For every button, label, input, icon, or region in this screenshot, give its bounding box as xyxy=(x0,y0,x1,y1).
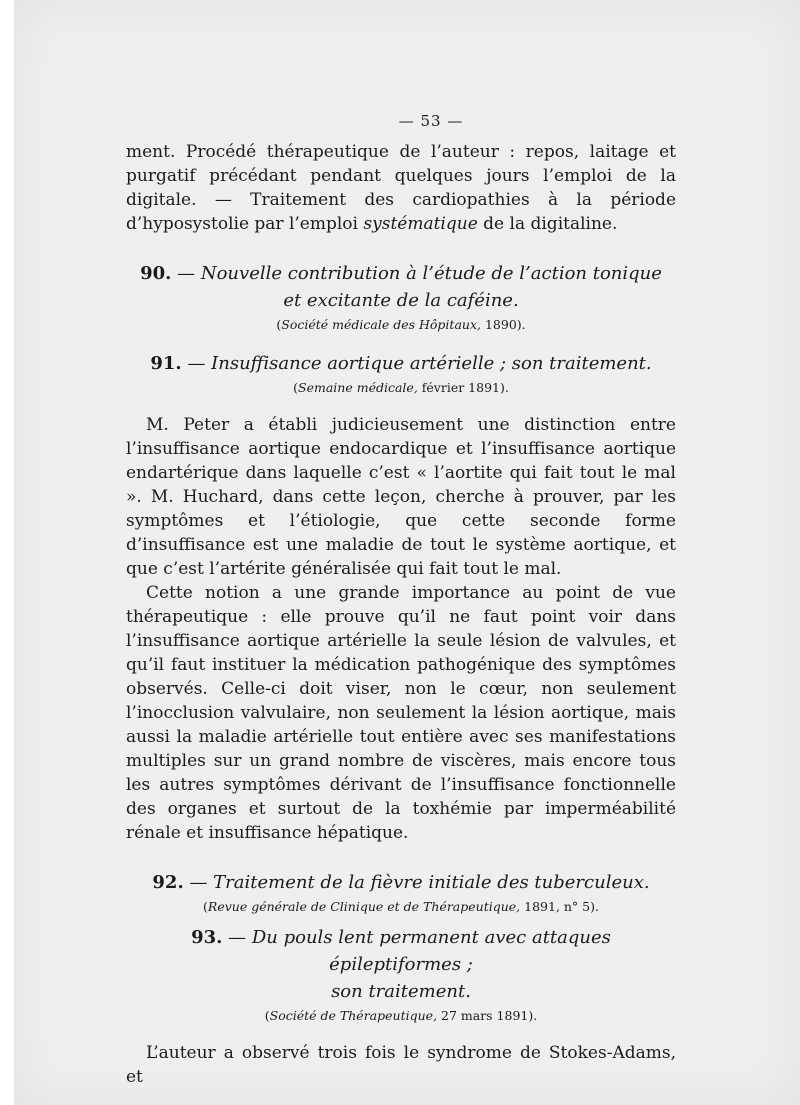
entry-dash: — xyxy=(183,872,214,893)
scanned-page xyxy=(14,0,800,1105)
intro-paragraph xyxy=(126,140,676,236)
intro-text-2: de la digitaline. xyxy=(477,214,618,234)
entry-dash: — xyxy=(171,263,201,284)
entry-title xyxy=(126,350,676,377)
entry-source: (Revue générale de Clinique et de Thérapeutique, 1891, n° 5). xyxy=(203,899,599,914)
entry-title-line-1: Traitement de la fièvre initiale des tuberculeux. xyxy=(213,872,650,893)
entry-93 xyxy=(126,924,676,1025)
source-date: 1891, n° 5). xyxy=(520,899,599,914)
entry-91 xyxy=(126,350,676,397)
entry-title xyxy=(126,260,676,287)
source-date: 1890). xyxy=(480,317,526,332)
entry-number: 93. xyxy=(191,927,223,948)
entry-92 xyxy=(126,869,676,916)
entry-source: (Semaine médicale, février 1891). xyxy=(293,380,509,395)
entry-dash: — xyxy=(181,353,212,374)
source-journal: Revue générale de Clinique et de Thérapeutique, xyxy=(207,899,521,914)
entry-title-line-1: Insuffisance aortique artérielle ; son traitement. xyxy=(211,353,652,374)
source-journal: Semaine médicale, xyxy=(298,380,418,395)
body-paragraph-3: L’auteur a observé trois fois le syndrome de Stokes-Adams, et xyxy=(126,1043,676,1087)
entry-title-line-1: Du pouls lent permanent avec attaques épileptiformes ; xyxy=(251,927,611,975)
page-number: — 53 — xyxy=(398,112,464,130)
source-date: février 1891). xyxy=(417,380,509,395)
entry-title-line-1: Nouvelle contribution à l’étude de l’action tonique xyxy=(200,263,662,284)
page-content xyxy=(126,112,676,1089)
intro-text-1: ment. Procédé thérapeutique de l’auteur : repos, laitage et purgatif précédant pendant quelques jours l’emploi de la digitale. — Traitement des cardiopathies à la période d’hyposystolie par l’emploi xyxy=(126,142,676,234)
entry-title-continued xyxy=(126,978,676,1005)
entry-number: 91. xyxy=(150,353,182,374)
entry-title-continued xyxy=(126,287,676,314)
entry-title-line-2: et excitante de la caféine. xyxy=(283,290,519,311)
entry-number: 92. xyxy=(152,872,184,893)
source-journal: Société de Thérapeutique, xyxy=(269,1008,438,1023)
entry-dash: — xyxy=(222,927,252,948)
entry-90 xyxy=(126,260,676,334)
body-paragraph-1: M. Peter a établi judicieusement une distinction entre l’insuffisance aortique endocardique et l’insuffisance aortique endartérique dans laquelle c’est « l’aortite qui fait tout le mal ». M. Huchard, dans cette leçon, cherche à prouver, par les symptômes et l’étiologie, que cette seconde forme d’insuffisance est une maladie de tout le système aortique, et que c’est l’artérite généralisée qui fait tout le mal. xyxy=(126,415,676,579)
entry-title-line-2: son traitement. xyxy=(331,981,471,1002)
entry-title xyxy=(126,869,676,896)
entry-source: (Société médicale des Hôpitaux, 1890). xyxy=(276,317,526,332)
intro-emphasis: systématique xyxy=(363,214,478,234)
source-date: 27 mars 1891). xyxy=(437,1008,538,1023)
source-journal: Société médicale des Hôpitaux, xyxy=(281,317,481,332)
entry-source: (Société de Thérapeutique, 27 mars 1891). xyxy=(264,1008,538,1023)
entry-number: 90. xyxy=(140,263,172,284)
body-paragraph-2: Cette notion a une grande importance au point de vue thérapeutique : elle prouve qu’il ne faut point voir dans l’insuffisance aortique artérielle la seule lésion de valvules, et qu’il faut instituer la médication pathogénique des symptômes observés. Celle-ci doit viser, non le cœur, non seulement l’inocclusion valvulaire, non seulement la lésion aortique, mais aussi la maladie artérielle tout entière avec ses manifestations multiples sur un grand nombre de viscères, mais encore tous les autres symptômes dérivant de l’insuffisance fonctionnelle des organes et surtout de la toxhémie par imperméabilité rénale et insuffisance hépatique. xyxy=(126,583,676,843)
entry-title xyxy=(126,924,676,978)
